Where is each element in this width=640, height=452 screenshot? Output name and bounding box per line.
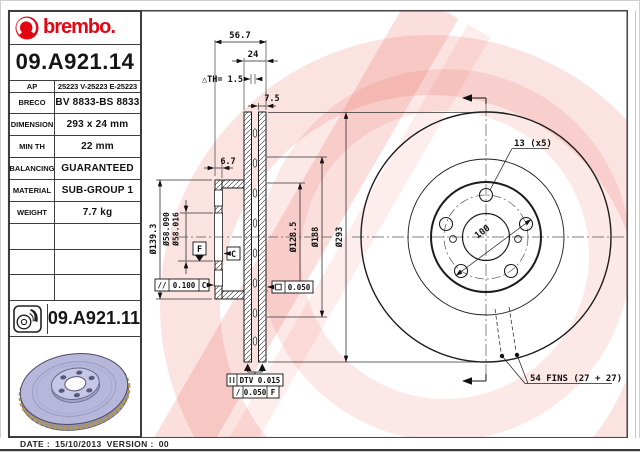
part-number-box [10,45,140,81]
bolt-hole-label: 13 (x5) [514,139,552,149]
dim-inner-diameter: Ø128.5 [289,221,299,253]
spec-label: WEIGHT [10,202,55,223]
date-label: DATE : [20,438,51,449]
spec-row-empty [10,224,140,250]
parallelism-tolerance [155,279,214,291]
svg-text:0.050: 0.050 [287,283,311,292]
footer-bar [0,438,640,451]
spec-value: GUARANTEED [61,163,134,175]
spec-row-min-th [10,136,140,158]
service-hole [515,236,522,243]
service-hole [450,236,457,243]
spec-row-balancing [10,158,140,180]
dim-th-wear: △TH= 1.5 [202,75,243,85]
part-number: 09.A921.14 [15,49,135,75]
dim-overall-width: 56.7 [229,31,251,41]
spec-row-breco [10,93,140,115]
svg-text:0.100: 0.100 [172,281,196,290]
version-label: VERSION : [106,438,154,449]
spec-label: AP [10,81,55,92]
dim-braking-inner-diameter: Ø188 [311,226,321,248]
dim-hat-diameter: Ø139.3 [149,223,159,255]
svg-text:C: C [201,281,207,290]
flatness-tolerance [268,281,314,293]
dim-thickness: 24 [247,50,259,60]
dim-bore-max: Ø58.090 [162,212,171,246]
brembo-logo-icon [14,15,40,41]
brand-header [10,12,140,45]
version-value: 00 [158,438,169,449]
spec-label: MATERIAL [10,180,55,201]
variant-part-number: 09.A921.11 [47,308,140,329]
spec-value: 22 mm [81,141,114,153]
svg-text:DTV 0.015: DTV 0.015 [239,376,281,385]
svg-text:F: F [270,388,276,397]
spec-row-empty [10,250,140,276]
spec-value: BV 8833-BS 8833 [55,97,140,109]
spec-label: DIMENSION [10,114,55,135]
brembo-watermark [112,0,640,452]
dim-outer-diameter: Ø293 [335,226,345,248]
spec-row-dimension [10,114,140,136]
disc-photo-box [10,337,140,436]
spec-row-weight [10,202,140,224]
svg-text:F: F [196,245,203,255]
pcd-label: 100 [473,223,493,242]
runout-symbol: / [235,388,241,397]
dim-hat-wall: 6.7 [220,157,236,167]
variant-row [10,301,140,337]
svg-text:0.050: 0.050 [243,388,267,397]
spec-row-empty [10,275,140,301]
spec-row-material [10,180,140,202]
spec-label: BRECO [10,93,55,114]
spec-value: 25223 V-25223 E-25223 [57,81,138,91]
dim-outer-plate: 7.5 [264,94,280,104]
spec-label: MIN TH [10,136,55,157]
title-block [8,10,142,438]
svg-text:C: C [230,250,237,260]
date-value: 15/10/2013 [55,438,102,449]
fins-label: 54 FINS (27 + 27) [530,374,623,384]
spec-label: BALANCING [10,158,55,179]
section-arrows [462,94,486,385]
spec-value: 293 x 24 mm [66,119,129,131]
painted-disc-icon [10,304,48,334]
pcd-dimension [456,220,531,276]
svg-text://: // [157,281,167,290]
dim-bore-min: Ø58.016 [171,212,181,246]
disc-photo [10,337,140,436]
spec-row-ap [10,81,140,93]
spec-value: SUB-GROUP 1 [61,184,134,196]
spec-value: 7.7 kg [82,206,113,218]
brembo-wordmark: brembo. [43,16,115,39]
